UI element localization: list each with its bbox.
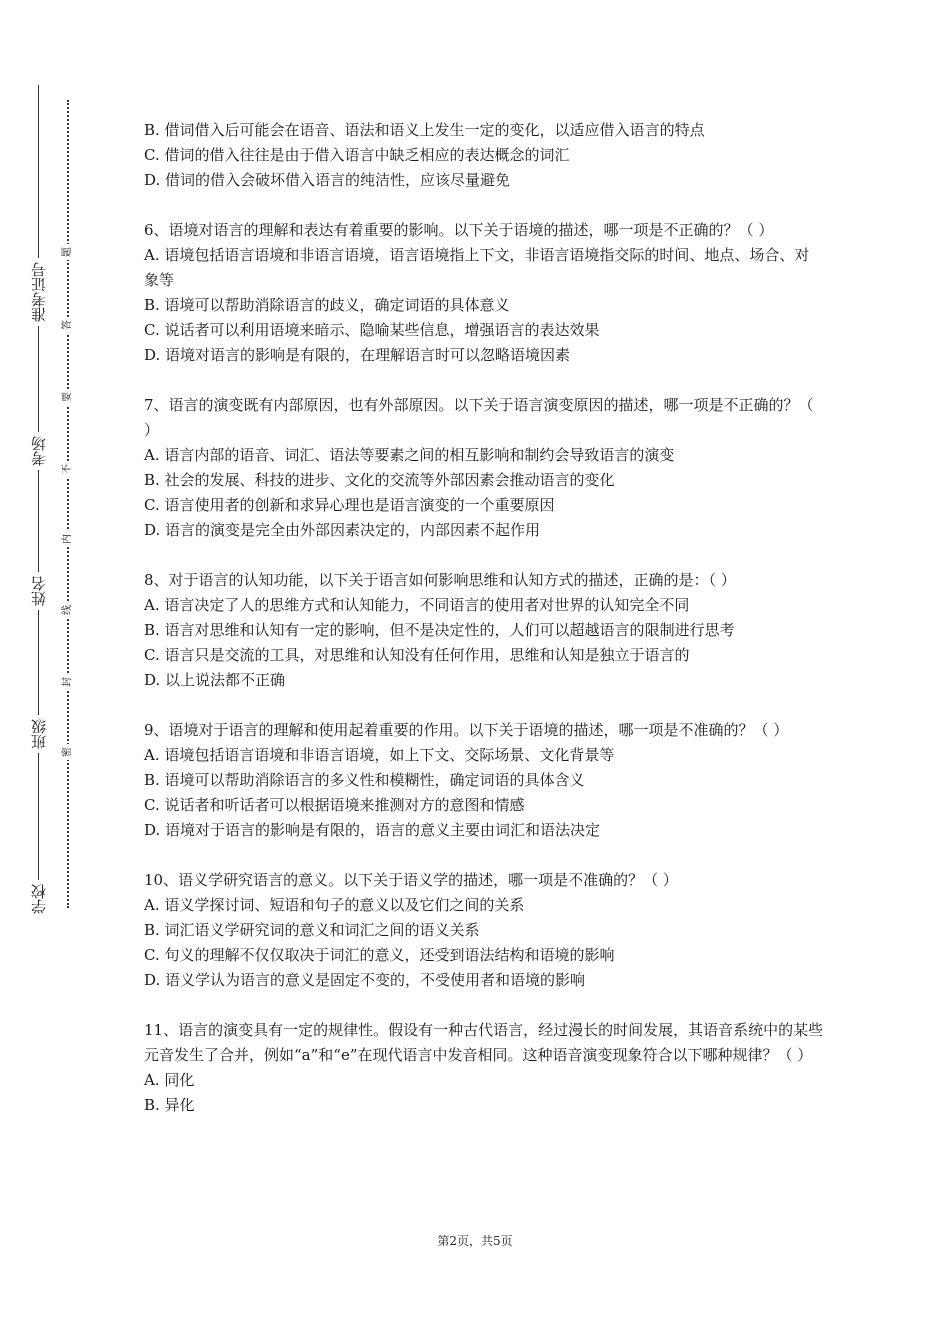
binding-margin (0, 0, 110, 1344)
option-c: C. 说话者和听话者可以根据语境来推测对方的意图和情感 (144, 796, 525, 814)
question-stem: 9、语境对于语言的理解和使用起着重要的作用。以下关于语境的描述，哪一项是不准确的？（ ） (144, 721, 789, 739)
binding-solid-line (38, 85, 39, 915)
option-a: A. 同化 (144, 1071, 195, 1089)
option-b: B. 语境可以帮助消除语言的歧义，确定词语的具体意义 (144, 296, 510, 314)
option-b: B. 异化 (144, 1096, 195, 1114)
option-c: C. 说话者可以利用语境来暗示、隐喻某些信息，增强语言的表达效果 (144, 321, 600, 339)
question-11 (144, 1018, 824, 1118)
question-9 (144, 718, 824, 843)
seal-char-nei: 内 (61, 531, 75, 547)
question-5-continued (144, 118, 824, 193)
field-label-school: 学校 (22, 880, 56, 918)
option-a: A. 语境包括语言语境和非语言语境，语言语境指上下文，非语言语境指交际的时间、地点、场合、对象等 (144, 246, 810, 289)
question-stem: 8、对于语言的认知功能，以下关于语言如何影响思维和认知方式的描述，正确的是：（ ） (144, 571, 736, 589)
option-b: B. 语言对思维和认知有一定的影响，但不是决定性的，人们可以超越语言的限制进行思考 (144, 621, 735, 639)
question-6 (144, 218, 824, 368)
field-label-admission-number: 准考证号 (22, 258, 56, 326)
question-stem: 10、语义学研究语言的意义。以下关于语义学的描述，哪一项是不准确的？（ ） (144, 871, 678, 889)
question-stem: 6、语境对语言的理解和表达有着重要的影响。以下关于语境的描述，哪一项是不正确的？（ ） (144, 221, 774, 239)
question-10 (144, 868, 824, 993)
field-label-name: 姓名 (22, 572, 56, 610)
option-c: C. 语言使用者的创新和求异心理也是语言演变的一个重要原因 (144, 496, 555, 514)
option-d: D. 语境对语言的影响是有限的，在理解语言时可以忽略语境因素 (144, 346, 571, 364)
seal-char-yao: 要 (61, 389, 75, 405)
seal-char-xian: 线 (61, 602, 75, 618)
option-a: A. 语言内部的语音、词汇、语法等要素之间的相互影响和制约会导致语言的演变 (144, 446, 675, 464)
option-c: C. 语言只是交流的工具，对思维和认知没有任何作用，思维和认知是独立于语言的 (144, 646, 690, 664)
field-label-exam-room: 考场 (22, 432, 56, 470)
option-d: D. 语义学认为语言的意义是固定不变的，不受使用者和语境的影响 (144, 971, 586, 989)
option-5-c: C. 借词的借入往往是由于借入语言中缺乏相应的表达概念的词汇 (144, 146, 570, 164)
seal-char-feng: 封 (61, 674, 75, 690)
seal-char-mi: 密 (61, 744, 75, 760)
option-d: D. 以上说法都不正确 (144, 671, 286, 689)
seal-char-da: 答 (61, 317, 75, 333)
question-stem: 7、语言的演变既有内部原因，也有外部原因。以下关于语言演变原因的描述，哪一项是不正确的？（ ） (144, 396, 814, 439)
field-label-class: 班级 (22, 715, 56, 753)
option-5-b: B. 借词借入后可能会在语音、语法和语义上发生一定的变化，以适应借入语言的特点 (144, 121, 705, 139)
page-number-footer: 第2页，共5页 (437, 1234, 513, 1248)
option-a: A. 语义学探讨词、短语和句子的意义以及它们之间的关系 (144, 896, 525, 914)
option-d: D. 语境对于语言的影响是有限的，语言的意义主要由词汇和语法决定 (144, 821, 601, 839)
option-d: D. 语言的演变是完全由外部因素决定的，内部因素不起作用 (144, 521, 541, 539)
binding-dotted-line (67, 100, 69, 908)
option-a: A. 语境包括语言语境和非语言语境，如上下文、交际场景、文化背景等 (144, 746, 615, 764)
question-8 (144, 568, 824, 693)
option-b: B. 语境可以帮助消除语言的多义性和模糊性，确定词语的具体含义 (144, 771, 585, 789)
seal-char-ti: 题 (61, 244, 75, 260)
question-7 (144, 393, 824, 543)
option-a: A. 语言决定了人的思维方式和认知能力，不同语言的使用者对世界的认知完全不同 (144, 596, 690, 614)
option-b: B. 社会的发展、科技的进步、文化的交流等外部因素会推动语言的变化 (144, 471, 615, 489)
option-5-d: D. 借词的借入会破坏借入语言的纯洁性，应该尽量避免 (144, 171, 511, 189)
question-content (144, 118, 824, 1143)
option-b: B. 词汇语义学研究词的意义和词汇之间的语义关系 (144, 921, 480, 939)
option-c: C. 句义的理解不仅仅取决于词汇的意义，还受到语法结构和语境的影响 (144, 946, 615, 964)
question-stem: 11、语言的演变具有一定的规律性。假设有一种古代语言，经过漫长的时间发展，其语音系统中的某些元音发生了合并，例如“a”和“e”在现代语言中发音相同。这种语音演变现象符合以下哪种规律？（ ） (144, 1021, 824, 1064)
seal-char-bu: 不 (61, 461, 75, 477)
